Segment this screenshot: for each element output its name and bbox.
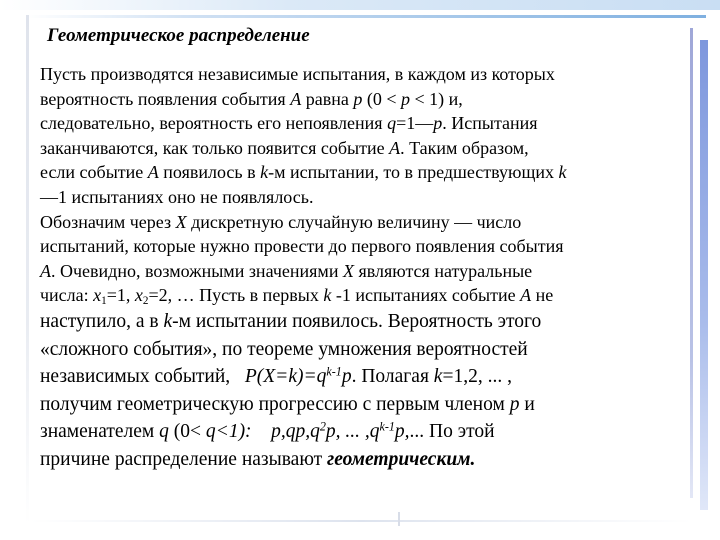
geometric-sequence: $p,qp,q^2p$, ... $,q^{k-1}p$, [271, 419, 410, 443]
text-line: следовательно, вероятность его непоявления q=1—p. Испытания [40, 113, 538, 134]
decorative-bottom-line [30, 520, 692, 522]
text-line: Обозначим через X дискретную случайную величину — число [40, 211, 522, 232]
text-line: получим геометрическую прогрессию с первым членом р и [40, 393, 535, 415]
paragraph-part-large [40, 308, 690, 474]
text-line: причине распределение называют геометрическим. [40, 448, 476, 470]
text-line: испытаний, которые нужно провести до первого появления события [40, 236, 564, 257]
text-line: «сложного события», по теореме умножения вероятностей [40, 338, 528, 360]
slide-title: Геометрическое распределение [47, 25, 310, 46]
text-line: независимых событий, $P(X=k)=q^{k-1}p$. Полагая k=1,2, ... , [40, 364, 512, 388]
paragraph-definition [40, 62, 690, 210]
text-line: числа: $x_1=1$, $x_2=2$, … Пусть в первых k -1 испытаниях событие А не [40, 285, 554, 308]
text-line: А. Очевидно, возможными значениями X являются натуральные [40, 260, 533, 281]
text-line: наступило, а в k-м испытании появилось. Вероятность этого [40, 310, 542, 332]
slide-body [40, 62, 690, 474]
decorative-top-line [26, 15, 706, 18]
decorative-top-band [0, 0, 720, 10]
text-line: заканчиваются, как только появится событие А. Таким образом, [40, 137, 529, 158]
text-line: —1 испытаниях оно не появлялось. [40, 186, 314, 207]
text-line: вероятность появления события А равна р (0 < р < 1) и, [40, 88, 463, 109]
decorative-right-bar-thick [700, 40, 708, 510]
text-line: если событие А появилось в k-м испытании, то в предшествующих k [40, 162, 567, 183]
paragraph-random-variable [40, 210, 690, 474]
text-line: знаменателем q (0< q<1): $p,qp,q^2p$, ... $,q^{k-1}p$,... По этой [40, 419, 495, 443]
emphasized-term: геометрическим. [327, 448, 476, 470]
decorative-right-bar-thin [690, 28, 693, 498]
probability-formula: $P(X=k)=q^{k-1}p$ [244, 364, 352, 388]
paragraph-part-small [40, 210, 690, 308]
text-line: Пусть производятся независимые испытания, в каждом из которых [40, 64, 555, 84]
decorative-bottom-tick [398, 512, 400, 526]
decorative-left-line [26, 15, 29, 525]
